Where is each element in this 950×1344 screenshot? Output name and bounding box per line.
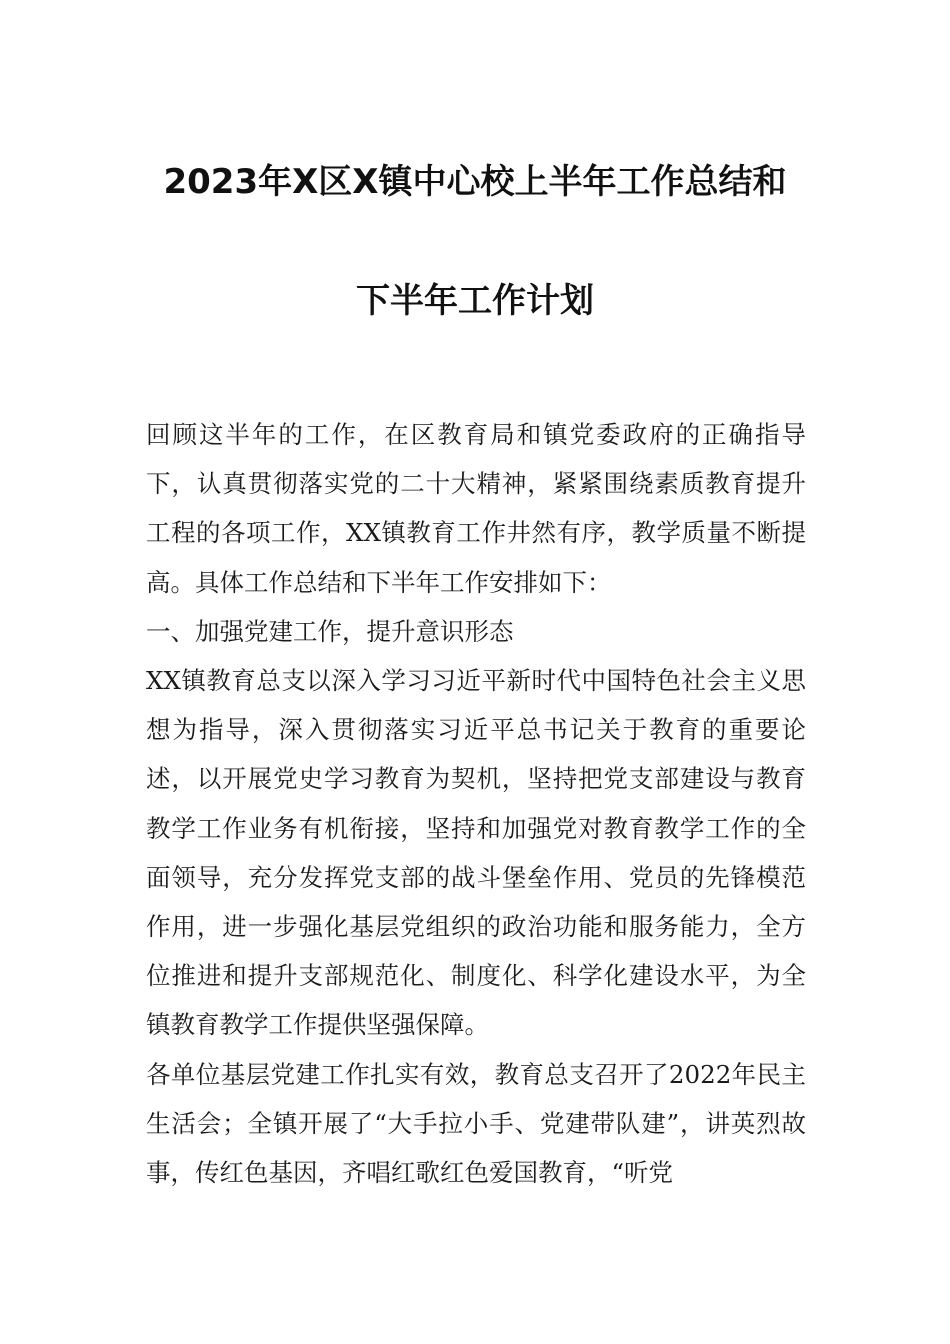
document-title-line-2: 下半年工作计划 — [356, 281, 594, 321]
grassroots-party-paragraph: 各单位基层党建工作扎实有效，教育总支召开了2022年民主生活会；全镇开展了“大手拉小手、党建带队建”，讲英烈故事，传红色基因，齐唱红歌红色爱国教育，“听党 — [146, 1059, 806, 1188]
document-title-line-1: 2023年X区X镇中心校上半年工作总结和 — [163, 162, 787, 202]
intro-paragraph: 回顾这半年的工作，在区教育局和镇党委政府的正确指导下，认真贯彻落实党的二十大精神，紧紧围绕素质教育提升工程的各项工作，XX镇教育工作井然有序，教学质量不断提高。具体工作总结和下半年工作安排如下： — [146, 420, 806, 597]
document-body — [146, 410, 806, 1197]
section-heading-party-building: 一、加强党建工作，提升意识形态 — [146, 616, 514, 646]
party-building-paragraph: XX镇教育总支以深入学习习近平新时代中国特色社会主义思想为指导，深入贯彻落实习近平总书记关于教育的重要论述，以开展党史学习教育为契机，坚持把党支部建设与教育教学工作业务有机衔接，坚持和加强党对教育教学工作的全面领导，充分发挥党支部的战斗堡垒作用、党员的先锋模范作用，进一步强化基层党组织的政治功能和服务能力，全方位推进和提升支部规范化、制度化、科学化建设水平，为全镇教育教学工作提供坚强保障。 — [146, 666, 806, 1040]
